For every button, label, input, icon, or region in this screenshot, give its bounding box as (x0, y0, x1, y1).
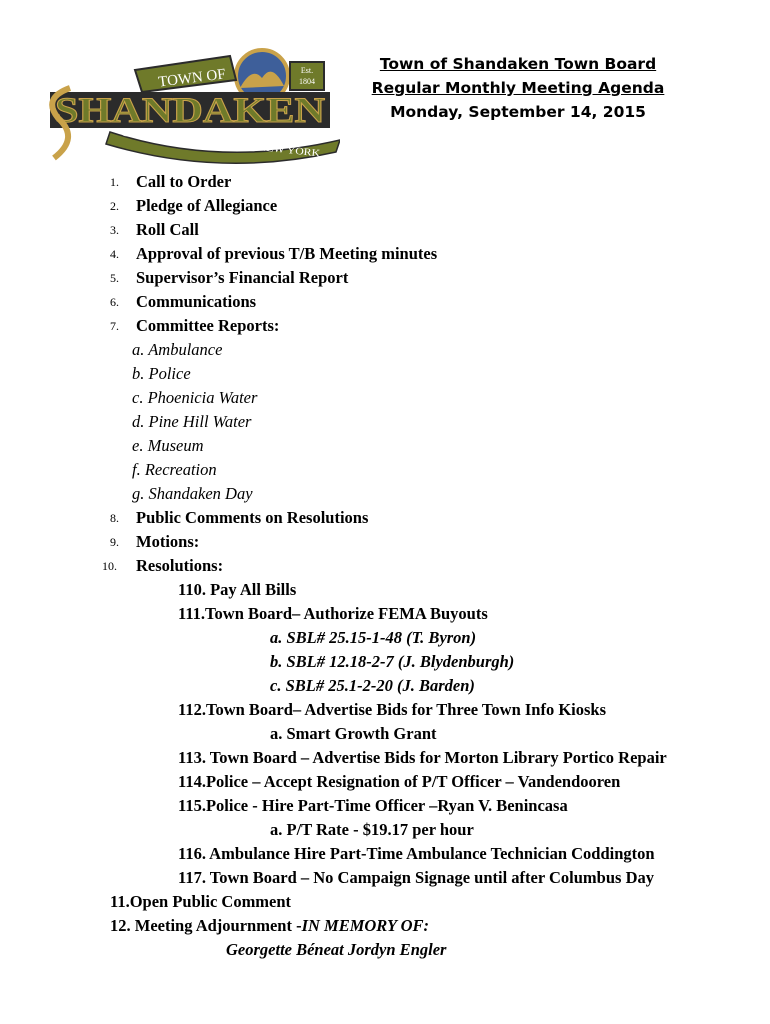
list-item (110, 914, 750, 938)
logo-tagline: CATSKILL MOUNTAINS • NEW YORK (120, 127, 291, 157)
committee-item (110, 362, 750, 386)
resolution-sub-label: b. SBL# 12.18-2-7 (J. Blydenburgh) (270, 652, 515, 671)
item-number: 9. (110, 535, 119, 549)
memorial-names-text: Georgette Béneat Jordyn Engler (226, 940, 447, 959)
resolution-item (110, 746, 750, 770)
resolution-label: 117. Town Board – No Campaign Signage until after Columbus Day (178, 868, 654, 887)
meeting-adjournment (110, 914, 429, 938)
item-label: Motions: (136, 532, 200, 551)
item-label: Committee Reports: (136, 316, 280, 335)
logo-town-of: TOWN OF (157, 66, 227, 91)
resolution-label: 115.Police - Hire Part-Time Officer –Ryan V. Benincasa (178, 796, 568, 815)
item-number: 5. (110, 271, 119, 285)
resolution-item (110, 794, 750, 818)
resolution-item (110, 866, 750, 890)
resolution-label: 110. Pay All Bills (178, 580, 297, 599)
header-title: Town of Shandaken Town Board (379, 55, 657, 73)
committee-item (110, 434, 750, 458)
committee-label: g. Shandaken Day (132, 484, 253, 503)
item-label: Supervisor’s Financial Report (136, 268, 349, 287)
list-item (110, 890, 750, 914)
logo-name: SHANDAKEN (55, 90, 325, 130)
list-item (110, 170, 750, 194)
committee-label: e. Museum (132, 436, 204, 455)
agenda-list (102, 170, 750, 962)
committee-label: a. Ambulance (132, 340, 223, 359)
list-item (110, 242, 750, 266)
agenda-header (358, 52, 678, 124)
committee-label: f. Recreation (132, 460, 217, 479)
item-label: Communications (136, 292, 257, 311)
list-item (110, 314, 750, 338)
resolution-item (110, 770, 750, 794)
resolution-item (110, 602, 750, 626)
resolution-sub-label: a. P/T Rate - $19.17 per hour (270, 820, 474, 839)
item-label: Call to Order (136, 172, 232, 191)
committee-label: d. Pine Hill Water (132, 412, 252, 431)
item-number: 1. (110, 175, 119, 189)
list-item (110, 194, 750, 218)
committee-label: c. Phoenicia Water (132, 388, 258, 407)
resolution-label: 113. Town Board – Advertise Bids for Morton Library Portico Repair (178, 748, 667, 767)
open-public-comment: 11.Open Public Comment (110, 892, 292, 911)
item-label: Public Comments on Resolutions (136, 508, 369, 527)
logo-year: 1804 (299, 77, 315, 86)
resolution-label: 116. Ambulance Hire Part-Time Ambulance Technician Coddington (178, 844, 655, 863)
in-memory-label: IN MEMORY OF: (301, 916, 430, 935)
resolution-subitem (110, 626, 750, 650)
resolution-sub-label: a. SBL# 25.15-1-48 (T. Byron) (270, 628, 477, 647)
item-label: Roll Call (136, 220, 199, 239)
header-date: Monday, September 14, 2015 (390, 103, 646, 121)
list-item (110, 506, 750, 530)
resolution-subitem (110, 818, 750, 842)
resolution-item (110, 842, 750, 866)
resolution-label: 111.Town Board– Authorize FEMA Buyouts (178, 604, 488, 623)
resolution-label: 114.Police – Accept Resignation of P/T Officer – Vandendooren (178, 772, 621, 791)
item-number: 7. (110, 319, 119, 333)
resolution-subitem (110, 674, 750, 698)
resolution-label: 112.Town Board– Advertise Bids for Three Town Info Kiosks (178, 700, 607, 719)
list-item (110, 218, 750, 242)
adjournment-label: 12. Meeting Adjournment - (110, 916, 302, 935)
resolution-item (110, 578, 750, 602)
resolution-sub-label: a. Smart Growth Grant (270, 724, 437, 743)
committee-item (110, 410, 750, 434)
header-subtitle: Regular Monthly Meeting Agenda (371, 79, 665, 97)
item-label: Pledge of Allegiance (136, 196, 278, 215)
item-number: 4. (110, 247, 119, 261)
committee-item (110, 386, 750, 410)
list-item (102, 554, 750, 578)
list-item (110, 266, 750, 290)
item-number: 8. (110, 511, 119, 525)
committee-item (110, 338, 750, 362)
item-number: 2. (110, 199, 119, 213)
resolution-subitem (110, 650, 750, 674)
list-item (110, 290, 750, 314)
item-label: Approval of previous T/B Meeting minutes (136, 244, 438, 263)
item-number: 3. (110, 223, 119, 237)
town-logo (40, 48, 340, 168)
resolution-subitem (110, 722, 750, 746)
list-item (110, 530, 750, 554)
item-number: 6. (110, 295, 119, 309)
committee-item (110, 458, 750, 482)
resolution-item (110, 698, 750, 722)
committee-label: b. Police (132, 364, 191, 383)
memorial-names (110, 938, 750, 962)
item-number: 10. (102, 559, 117, 573)
item-label: Resolutions: (136, 556, 224, 575)
committee-item (110, 482, 750, 506)
resolution-sub-label: c. SBL# 25.1-2-20 (J. Barden) (270, 676, 475, 695)
logo-est: Est. (300, 66, 314, 75)
